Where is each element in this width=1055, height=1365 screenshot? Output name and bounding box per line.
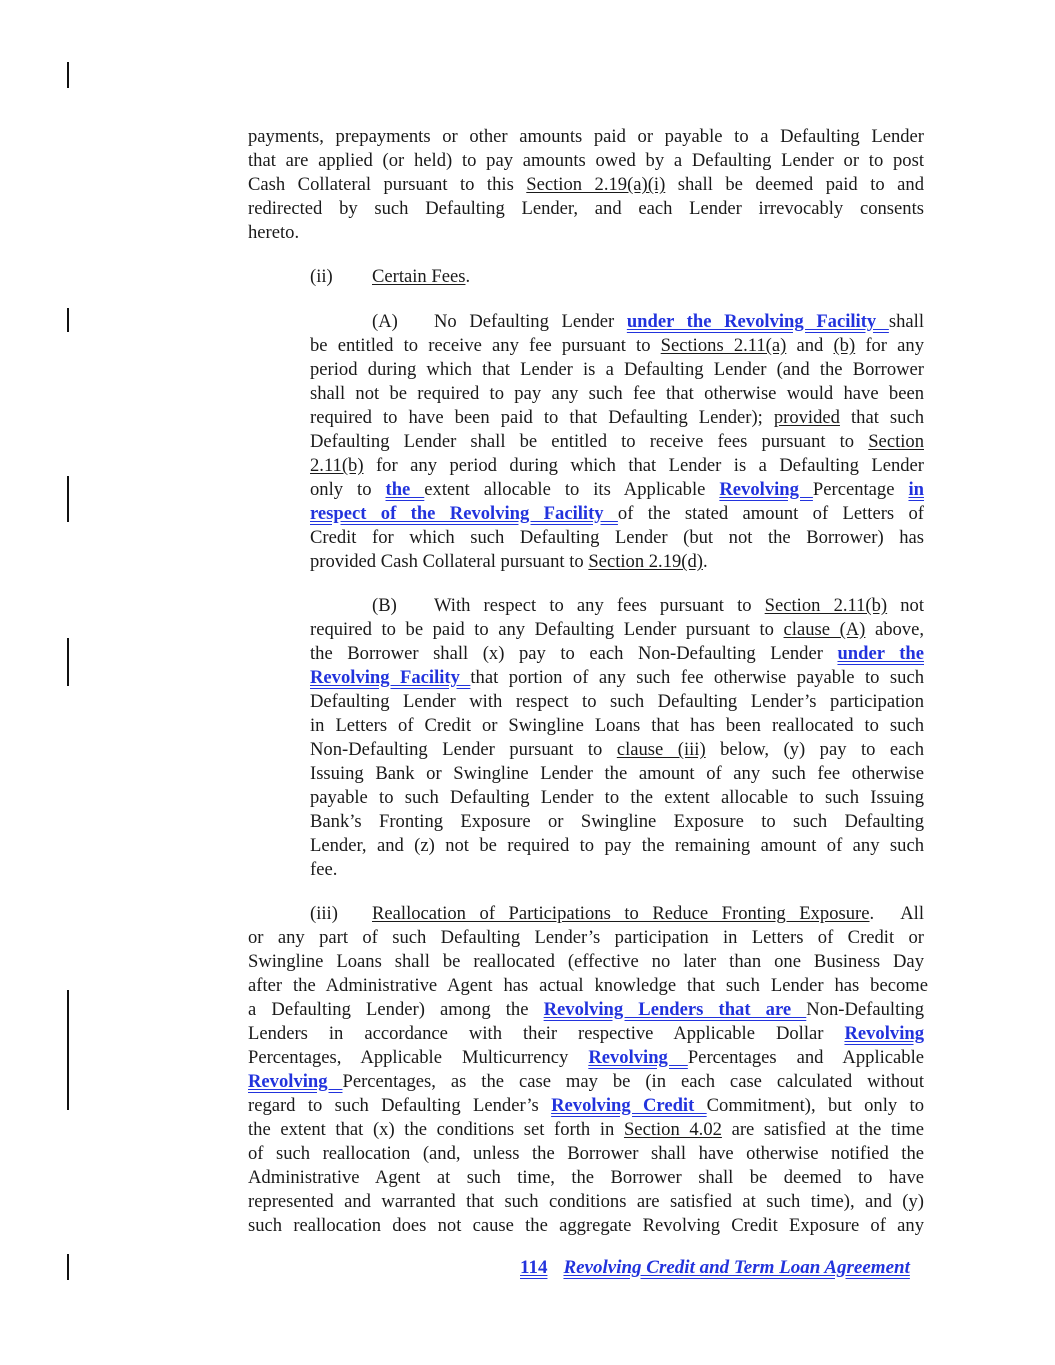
change-bar — [67, 308, 69, 332]
paragraph-B-line: Revolving Facility that portion of any such fee otherwise payable to such — [310, 667, 924, 688]
paragraph-A-line: respect of the Revolving Facility of the stated amount of Letters of — [310, 503, 924, 524]
paragraph-iii-line: after the Administrative Agent has actual knowledge that such Lender has become — [248, 975, 928, 996]
paragraph-iii-line: the extent that (x) the conditions set forth in Section 4.02 are satisfied at the time — [248, 1119, 925, 1140]
paragraph-B-line: Non-Defaulting Lender pursuant to clause (iii) below, (y) pay to each — [310, 739, 924, 760]
paragraph-iii-line: regard to such Defaulting Lender’s Revolving Credit Commitment), but only to — [248, 1095, 924, 1116]
paragraph-B-line: Bank’s Fronting Exposure or Swingline Exposure to such Defaulting — [310, 811, 924, 832]
paragraph-A-line: 2.11(b) for any period during which that Lender is a Defaulting Lender — [310, 455, 924, 476]
inserted-text: Revolving — [844, 1023, 924, 1044]
paragraph-iii-line: Percentages, Applicable Multicurrency Revolving Percentages and Applicable — [248, 1047, 924, 1068]
inserted-text: the — [385, 479, 425, 500]
paragraph-iii-line: Revolving Percentages, as the case may be (in each case calculated without — [248, 1071, 924, 1092]
change-bar — [67, 476, 69, 522]
page-footer — [520, 1256, 950, 1280]
inserted-text: Revolving Facility — [310, 667, 471, 688]
inserted-text: respect of the Revolving Facility — [310, 503, 618, 524]
section-reference: Section 2.19(a)(i) — [526, 174, 666, 195]
inserted-text: Revolving — [719, 479, 813, 500]
paragraph-iii-line: represented and warranted that such conditions are satisfied at such time), and (y) — [248, 1191, 924, 1212]
inserted-text: under the Revolving Facility — [626, 311, 889, 332]
paragraph-A-line: period during which that Lender is a Defaulting Lender (and the Borrower — [310, 359, 924, 380]
paragraph-iii-line: such reallocation does not cause the aggregate Revolving Credit Exposure of any — [248, 1215, 924, 1236]
paragraph-iii-line: Swingline Loans shall be reallocated (effective no later than one Business Day — [248, 951, 924, 972]
paragraph-B-line: required to be paid to any Defaulting Lender pursuant to clause (A) above, — [310, 619, 924, 640]
change-bar — [67, 638, 69, 686]
paragraph-iii-line: Lenders in accordance with their respective Applicable Dollar Revolving — [248, 1023, 924, 1044]
paragraph-line: payments, prepayments or other amounts paid or payable to a Defaulting Lender — [248, 126, 924, 147]
inserted-text: in — [908, 479, 924, 500]
change-bar — [67, 990, 69, 1110]
paragraph-B-line: (B) With respect to any fees pursuant to Section 2.11(b) not — [372, 595, 924, 616]
paragraph-A-line: Credit for which such Defaulting Lender (but not the Borrower) has — [310, 527, 924, 548]
paragraph-A-line: (A) No Defaulting Lender under the Revolving Facility shall — [372, 311, 924, 332]
inserted-text: under the — [837, 643, 924, 664]
paragraph-B-line: Issuing Bank or Swingline Lender the amount of any such fee otherwise — [310, 763, 924, 784]
change-bar — [67, 62, 69, 88]
paragraph-B-line: the Borrower shall (x) pay to each Non-Defaulting Lender under the — [310, 643, 924, 664]
document-title: Revolving Credit and Term Loan Agreement — [563, 1257, 910, 1278]
inserted-text: Revolving Credit — [551, 1095, 707, 1116]
paragraph-B-line: fee. — [310, 859, 338, 880]
paragraph-A-line: be entitled to receive any fee pursuant to Sections 2.11(a) and (b) for any — [310, 335, 924, 356]
paragraph-iii-line: Administrative Agent at such time, the Borrower shall be deemed to have — [248, 1167, 924, 1188]
paragraph-A-line: Defaulting Lender shall be entitled to receive fees pursuant to Section — [310, 431, 924, 452]
paragraph-iii-line: of such reallocation (and, unless the Borrower shall have otherwise notified the — [248, 1143, 924, 1164]
paragraph-A-line: provided Cash Collateral pursuant to Section 2.19(d). — [310, 551, 708, 572]
paragraph-B-line: Lender, and (z) not be required to pay the remaining amount of any such — [310, 835, 924, 856]
change-bar — [67, 1254, 69, 1280]
page-number: 114 — [520, 1257, 548, 1278]
paragraph-A-line: shall not be required to pay any such fee that otherwise would have been — [310, 383, 924, 404]
paragraph-A-line: required to have been paid to that Defaulting Lender); provided that such — [310, 407, 924, 428]
paragraph-line: Cash Collateral pursuant to this Section 2.19(a)(i) shall be deemed paid to and — [248, 174, 924, 195]
paragraph-iii-line: or any part of such Defaulting Lender’s participation in Letters of Credit or — [248, 927, 924, 948]
inserted-text: Revolving Lenders that are — [543, 999, 807, 1020]
paragraph-iii-line: (iii) Reallocation of Participations to Reduce Fronting Exposure. All — [310, 903, 924, 924]
heading-title: Certain Fees — [372, 266, 466, 287]
inserted-text: Revolving — [248, 1071, 343, 1092]
paragraph-A-line: only to the extent allocable to its Applicable Revolving Percentage in — [310, 479, 924, 500]
paragraph-line: that are applied (or held) to pay amounts owed by a Defaulting Lender or to post — [248, 150, 924, 171]
paragraph-B-line: Defaulting Lender with respect to such Defaulting Lender’s participation — [310, 691, 924, 712]
paragraph-line: hereto. — [248, 222, 300, 243]
heading-ii: (ii) Certain Fees. — [310, 266, 471, 287]
inserted-text: Revolving — [588, 1047, 688, 1068]
paragraph-line: redirected by such Defaulting Lender, and each Lender irrevocably consents — [248, 198, 924, 219]
paragraph-B-line: in Letters of Credit or Swingline Loans that has been reallocated to such — [310, 715, 924, 736]
heading-title: Reallocation of Participations to Reduce Fronting Exposure — [372, 903, 870, 924]
paragraph-iii-line: a Defaulting Lender) among the Revolving Lenders that are Non-Defaulting — [248, 999, 925, 1020]
paragraph-B-line: payable to such Defaulting Lender to the extent allocable to such Issuing — [310, 787, 924, 808]
